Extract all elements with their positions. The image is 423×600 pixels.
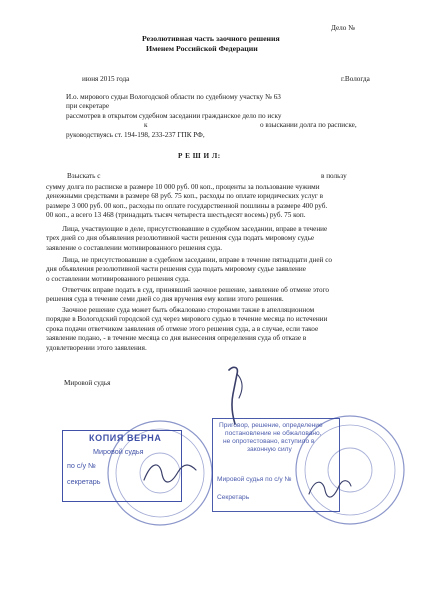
copy-true-title: КОПИЯ ВЕРНА	[89, 433, 162, 443]
paragraph-present-parties	[46, 225, 386, 253]
legal-force-line: законную силу	[247, 446, 292, 453]
paragraph-line: заявление о составлении мотивированного решения суда.	[46, 243, 223, 252]
intro-claim-subject: о взыскании долга по расписке,	[260, 121, 357, 129]
recover-line: денежными средствами в размере 68 руб. 75 коп., расходы по оплате юридических услуг в	[46, 192, 324, 201]
paragraph-line: срока подачи ответчиком заявления об отмене этого решения суда, а в случае, если такое	[46, 324, 319, 333]
legal-force-line: не опротестовано, вступило в	[223, 438, 315, 445]
copy-stamp-signature	[140, 450, 200, 494]
case-number: Дело №	[331, 24, 356, 32]
paragraph-line: порядке в Вологодский городской суд через мирового судью в течение месяца по истечении	[46, 315, 328, 324]
recover-amounts-paragraph	[46, 183, 386, 221]
recover-in-favor-label: в пользу	[321, 172, 347, 180]
legal-force-stamp-signature	[305, 470, 355, 506]
intro-case-line: рассмотрев в открытом судебном заседании гражданское дело по иску	[66, 112, 282, 120]
legal-force-line: постановление не обжаловано,	[225, 430, 322, 437]
paragraph-line: Заочное решение суда может быть обжаловано сторонами также в апелляционном	[46, 306, 315, 314]
paragraph-appeal	[46, 306, 386, 353]
paragraph-line: Лица, не присутствовавшие в судебном заседании, вправе в течение пятнадцати дней со	[46, 256, 332, 264]
paragraph-line: заявление подано, - в течение месяца со дня вынесения определения суда об отказе в	[46, 334, 307, 343]
legal-force-secretary: Секретарь	[217, 494, 250, 501]
resolved-heading: Р Е Ш И Л:	[178, 152, 221, 160]
document-subtitle: Именем Российской Федерации	[146, 44, 258, 53]
document-title: Резолютивная часть заочного решения	[142, 34, 280, 43]
recover-line: 00 коп., а всего 13 468 (тринадцать тысяч четыреста шестьдесят восемь) руб. 75 коп.	[46, 211, 306, 220]
intro-articles-line: руководствуясь ст. 194-198, 233-237 ГПК РФ,	[66, 131, 205, 139]
copy-true-secretary: секретарь	[67, 477, 101, 486]
paragraph-absent-parties	[46, 256, 386, 284]
intro-secretary-line: при секретаре	[66, 102, 110, 110]
decision-city: г.Вологда	[341, 75, 370, 83]
paragraph-line: Ответчик вправе подать в суд, принявший заочное решение, заявление об отмене этого	[46, 286, 329, 294]
paragraph-line: решения суда в течение семи дней со дня вручения ему копии этого решения.	[46, 295, 284, 304]
recover-line: сумму долга по расписке в размере 10 000 руб. 00 коп., проценты за пользование чужими	[46, 183, 320, 191]
paragraph-line: трех дней со дня объявления резолютивной части решения суда подать мировому судье	[46, 234, 315, 243]
recover-line: размере 3 000 руб. 00 коп., расходы по оплате государственной пошлины в размере 400 руб.	[46, 201, 328, 210]
paragraph-line: удовлетворении этого заявления.	[46, 343, 147, 352]
judge-signature-label: Мировой судья	[64, 379, 111, 387]
paragraph-line: о составлении мотивированного решения суда.	[46, 274, 190, 283]
recover-from-label: Взыскать с	[67, 172, 101, 180]
intro-defendant-k: к	[144, 121, 148, 129]
legal-force-judge: Мировой судья по с/у №	[217, 476, 292, 483]
decision-date: июня 2015 года	[82, 75, 130, 83]
copy-true-judge: Мировой судья	[93, 447, 144, 456]
paragraph-defendant-right	[46, 286, 386, 305]
legal-force-line: Приговор, решение, определение	[219, 422, 323, 429]
intro-judge-line: И.о. мирового судьи Вологодской области по судебному участку № 63	[66, 93, 281, 101]
paragraph-line: дня объявления резолютивной части решения суда подать мировому судье заявление	[46, 265, 306, 274]
paragraph-line: Лица, участвующие в деле, присутствовавшие в судебном заседании, вправе в течение	[46, 225, 328, 233]
copy-true-court-no: по с/у №	[67, 461, 96, 470]
